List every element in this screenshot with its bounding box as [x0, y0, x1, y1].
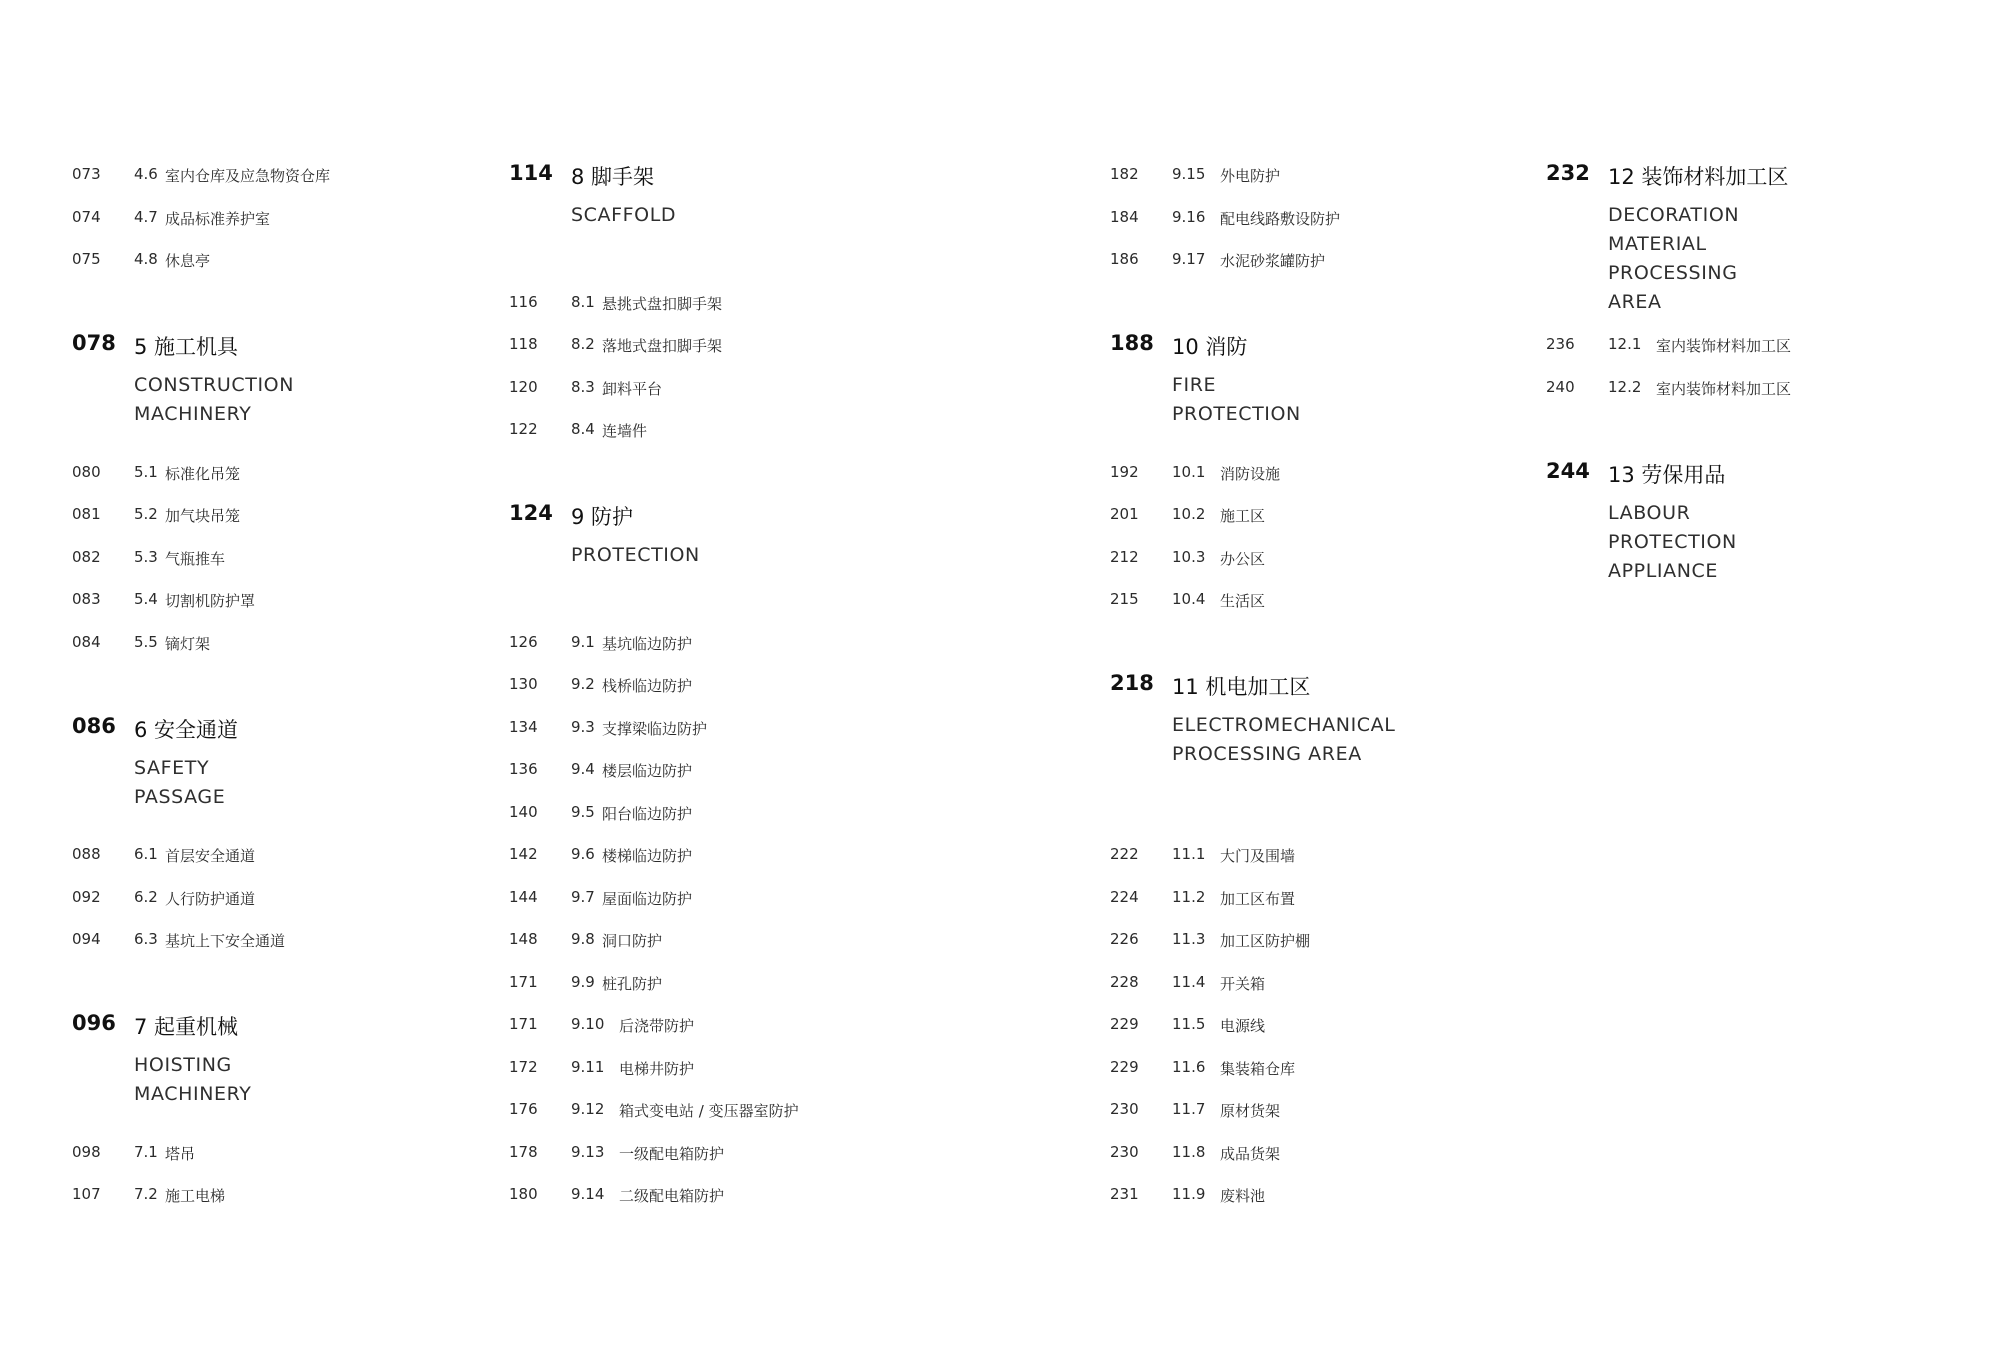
toc-page-number: 224	[1110, 887, 1139, 906]
toc-page-number: 136	[509, 760, 538, 778]
toc-page-number: 182	[1110, 165, 1139, 183]
toc-section-page-number: 232	[1546, 161, 1590, 185]
toc-entry-number: 9.7	[571, 887, 595, 906]
toc-page-number: 080	[72, 462, 101, 481]
toc-entry-number: 12.1	[1608, 335, 1642, 353]
toc-page-number: 212	[1110, 547, 1139, 566]
toc-entry-number: 10.3	[1172, 547, 1206, 566]
toc-entry-number: 4.8	[134, 250, 158, 268]
toc-page-number: 088	[72, 845, 101, 863]
toc-entry-number: 10.1	[1172, 462, 1206, 481]
toc-entry-title: 大门及围墙	[1220, 847, 1296, 865]
toc-entry-number: 9.2	[571, 675, 595, 693]
toc-entry-number: 9.15	[1172, 165, 1206, 183]
toc-page-number: 176	[509, 1100, 538, 1118]
toc-page-number: 120	[509, 377, 538, 396]
toc-entry-number: 11.8	[1172, 1142, 1206, 1161]
toc-section-english-title: ELECTROMECHANICAL PROCESSING AREA	[1172, 714, 1396, 765]
toc-section-title: 7 起重机械	[134, 1015, 239, 1039]
toc-page-number: 229	[1110, 1057, 1139, 1076]
toc-entry-number: 9.10	[571, 1015, 605, 1033]
toc-page-number: 122	[509, 420, 538, 438]
toc-entry-title: 人行防护通道	[165, 889, 256, 908]
toc-page-number: 130	[509, 675, 538, 693]
toc-entry-title: 集装箱仓库	[1220, 1059, 1296, 1078]
toc-entry-number: 9.17	[1172, 250, 1206, 268]
toc-page-number: 240	[1546, 377, 1575, 396]
toc-page-number: 073	[72, 165, 101, 183]
toc-entry-title: 气瓶推车	[165, 549, 226, 568]
toc-entry-title: 悬挑式盘扣脚手架	[602, 294, 723, 313]
toc-entry-number: 11.1	[1172, 845, 1206, 863]
toc-entry-number: 9.8	[571, 930, 595, 948]
toc-section-english-title: HOISTING MACHINERY	[134, 1054, 252, 1105]
toc-section-title: 12 装饰材料加工区	[1608, 165, 1789, 189]
toc-entry-number: 9.1	[571, 632, 595, 651]
toc-page-number: 084	[72, 632, 101, 651]
toc-entry-title: 首层安全通道	[165, 847, 256, 865]
toc-entry-title: 基坑临边防护	[602, 634, 693, 653]
toc-entry-number: 10.2	[1172, 505, 1206, 523]
toc-entry-number: 10.4	[1172, 590, 1206, 608]
toc-page-number: 215	[1110, 590, 1139, 608]
toc-entry-number: 11.2	[1172, 887, 1206, 906]
toc-section-title: 9 防护	[571, 505, 634, 529]
toc-entry-number: 11.6	[1172, 1057, 1206, 1076]
toc-section-english-title: LABOUR PROTECTION APPLIANCE	[1608, 501, 1737, 582]
toc-entry-title: 原材货架	[1220, 1102, 1281, 1120]
toc-page-number: 148	[509, 930, 538, 948]
toc-entry-number: 6.3	[134, 930, 158, 948]
toc-section-page-number: 188	[1110, 331, 1154, 355]
toc-entry-title: 成品货架	[1220, 1144, 1281, 1163]
toc-section-page-number: 078	[72, 331, 116, 355]
toc-page-number: 118	[509, 335, 538, 353]
toc-section-page-number: 086	[72, 713, 116, 738]
toc-entry-title: 切割机防护罩	[165, 592, 256, 610]
toc-section-english-title: CONSTRUCTION MACHINERY	[134, 374, 295, 425]
toc-entry-number: 7.1	[134, 1142, 158, 1161]
toc-entry-number: 8.4	[571, 420, 595, 438]
toc-section-english-title: SAFETY PASSAGE	[134, 756, 226, 808]
toc-entry-title: 屋面临边防护	[602, 889, 693, 908]
toc-section-title: 8 脚手架	[571, 165, 655, 189]
toc-page-number: 134	[509, 717, 538, 736]
toc-entry-title: 水泥砂浆罐防护	[1220, 252, 1326, 270]
toc-section-english-title: SCAFFOLD	[571, 204, 677, 226]
toc-entry-title: 塔吊	[165, 1144, 196, 1163]
toc-entry-title: 配电线路敷设防护	[1220, 209, 1341, 228]
toc-entry-title: 栈桥临边防护	[602, 677, 693, 695]
toc-page-number: 107	[72, 1185, 101, 1203]
toc-section-page-number: 096	[72, 1011, 116, 1035]
toc-page-number: 098	[72, 1142, 101, 1161]
toc-entry-title: 加工区布置	[1220, 889, 1296, 908]
toc-entry-number: 4.7	[134, 207, 158, 226]
toc-entry-number: 6.2	[134, 887, 158, 906]
toc-entry-number: 11.9	[1172, 1185, 1206, 1203]
toc-page-number: 230	[1110, 1100, 1139, 1118]
toc-entry-title: 办公区	[1220, 549, 1266, 568]
toc-page-number: 186	[1110, 250, 1139, 268]
toc-entry-title: 消防设施	[1220, 464, 1281, 483]
toc-entry-title: 卸料平台	[602, 379, 663, 398]
toc-page-number: 222	[1110, 845, 1139, 863]
toc-section-page-number: 114	[509, 161, 553, 185]
toc-entry-title: 废料池	[1220, 1187, 1266, 1205]
toc-entry-number: 9.3	[571, 717, 595, 736]
toc-entry-number: 5.3	[134, 547, 158, 566]
toc-page-number: 142	[509, 845, 538, 863]
toc-entry-title: 标准化吊笼	[165, 464, 241, 483]
toc-page-number: 172	[509, 1057, 538, 1076]
toc-section-title: 10 消防	[1172, 335, 1248, 359]
toc-page-number: 140	[509, 802, 538, 821]
toc-entry-number: 12.2	[1608, 377, 1642, 396]
toc-entry-title: 加气块吊笼	[165, 507, 241, 525]
toc-page-number: 075	[72, 250, 101, 268]
toc-entry-title: 外电防护	[1220, 167, 1281, 185]
toc-section-page-number: 124	[509, 501, 553, 525]
toc-entry-title: 连墙件	[602, 422, 648, 440]
toc-entry-title: 洞口防护	[602, 932, 663, 950]
toc-entry-number: 5.1	[134, 462, 158, 481]
toc-entry-number: 4.6	[134, 165, 158, 183]
toc-entry-title: 施工区	[1220, 507, 1266, 525]
toc-entry-number: 8.2	[571, 335, 595, 353]
toc-entry-number: 9.16	[1172, 207, 1206, 226]
toc-entry-number: 9.12	[571, 1100, 605, 1118]
toc-page-number: 230	[1110, 1142, 1139, 1161]
toc-page-number: 229	[1110, 1015, 1139, 1033]
toc-page-number: 228	[1110, 972, 1139, 991]
toc-entry-number: 5.4	[134, 590, 158, 608]
toc-entry-title: 基坑上下安全通道	[165, 932, 286, 950]
toc-entry-title: 成品标准养护室	[165, 209, 271, 228]
toc-entry-title: 电梯井防护	[619, 1059, 695, 1078]
toc-entry-number: 11.7	[1172, 1100, 1206, 1118]
toc-page-number: 184	[1110, 207, 1139, 226]
toc-section-english-title: PROTECTION	[571, 544, 700, 566]
toc-entry-title: 开关箱	[1220, 974, 1266, 993]
toc-entry-number: 5.2	[134, 505, 158, 523]
toc-entry-title: 楼层临边防护	[602, 762, 693, 780]
toc-page-number: 126	[509, 632, 538, 651]
toc-page-number: 094	[72, 930, 101, 948]
toc-entry-title: 箱式变电站 / 变压器室防护	[619, 1102, 799, 1120]
toc-entry-number: 9.11	[571, 1057, 605, 1076]
toc-entry-title: 楼梯临边防护	[602, 847, 693, 865]
toc-page-number: 082	[72, 547, 101, 566]
toc-entry-number: 9.9	[571, 972, 595, 991]
toc-entry-title: 加工区防护棚	[1220, 932, 1311, 950]
toc-page-number: 178	[509, 1142, 538, 1161]
toc-page-number: 236	[1546, 335, 1575, 353]
toc-section-page-number: 218	[1110, 671, 1154, 695]
toc-entry-title: 镝灯架	[165, 634, 211, 653]
toc-entry-number: 8.3	[571, 377, 595, 396]
toc-entry-number: 6.1	[134, 845, 158, 863]
toc-entry-number: 11.3	[1172, 930, 1206, 948]
toc-entry-title: 休息亭	[165, 252, 211, 270]
toc-page-number: 144	[509, 887, 538, 906]
toc-section-title: 5 施工机具	[134, 335, 239, 359]
toc-entry-title: 室内装饰材料加工区	[1656, 337, 1792, 355]
toc-entry-number: 9.5	[571, 802, 595, 821]
toc-page-number: 092	[72, 887, 101, 906]
toc-entry-title: 支撑梁临边防护	[602, 719, 708, 738]
toc-page-number: 081	[72, 505, 101, 523]
toc-page-number: 231	[1110, 1185, 1139, 1203]
toc-page-number: 116	[509, 292, 538, 311]
toc-section-title: 11 机电加工区	[1172, 675, 1311, 699]
toc-section-title: 6 安全通道	[134, 717, 239, 742]
toc-entry-title: 二级配电箱防护	[619, 1187, 725, 1205]
toc-section-page-number: 244	[1546, 458, 1590, 483]
toc-entry-number: 9.13	[571, 1142, 605, 1161]
toc-entry-number: 5.5	[134, 632, 158, 651]
toc-section-english-title: DECORATION MATERIAL PROCESSING AREA	[1608, 204, 1740, 313]
toc-page-number: 226	[1110, 930, 1139, 948]
toc-page-number: 201	[1110, 505, 1139, 523]
toc-section-english-title: FIRE PROTECTION	[1172, 374, 1301, 425]
toc-entry-number: 8.1	[571, 292, 595, 311]
toc-entry-title: 室内仓库及应急物资仓库	[165, 167, 331, 185]
toc-entry-title: 电源线	[1220, 1017, 1266, 1035]
toc-page-number: 180	[509, 1185, 538, 1203]
toc-entry-number: 9.4	[571, 760, 595, 778]
toc-page-number: 074	[72, 207, 101, 226]
toc-entry-title: 施工电梯	[165, 1187, 226, 1205]
toc-entry-title: 落地式盘扣脚手架	[602, 337, 723, 355]
toc-section-title: 13 劳保用品	[1608, 462, 1726, 487]
toc-entry-number: 9.14	[571, 1185, 605, 1203]
toc-entry-title: 桩孔防护	[602, 974, 663, 993]
toc-page-number: 171	[509, 1015, 538, 1033]
toc-entry-number: 11.4	[1172, 972, 1206, 991]
toc-page-number: 192	[1110, 462, 1139, 481]
toc-entry-title: 后浇带防护	[619, 1017, 695, 1035]
toc-entry-title: 阳台临边防护	[602, 804, 693, 823]
toc-page-number: 083	[72, 590, 101, 608]
toc-entry-number: 7.2	[134, 1185, 158, 1203]
toc-page-number: 171	[509, 972, 538, 991]
toc-entry-number: 11.5	[1172, 1015, 1206, 1033]
toc-entry-title: 室内装饰材料加工区	[1656, 379, 1792, 398]
toc-entry-title: 一级配电箱防护	[619, 1144, 725, 1163]
toc-entry-title: 生活区	[1220, 592, 1266, 610]
toc-entry-number: 9.6	[571, 845, 595, 863]
